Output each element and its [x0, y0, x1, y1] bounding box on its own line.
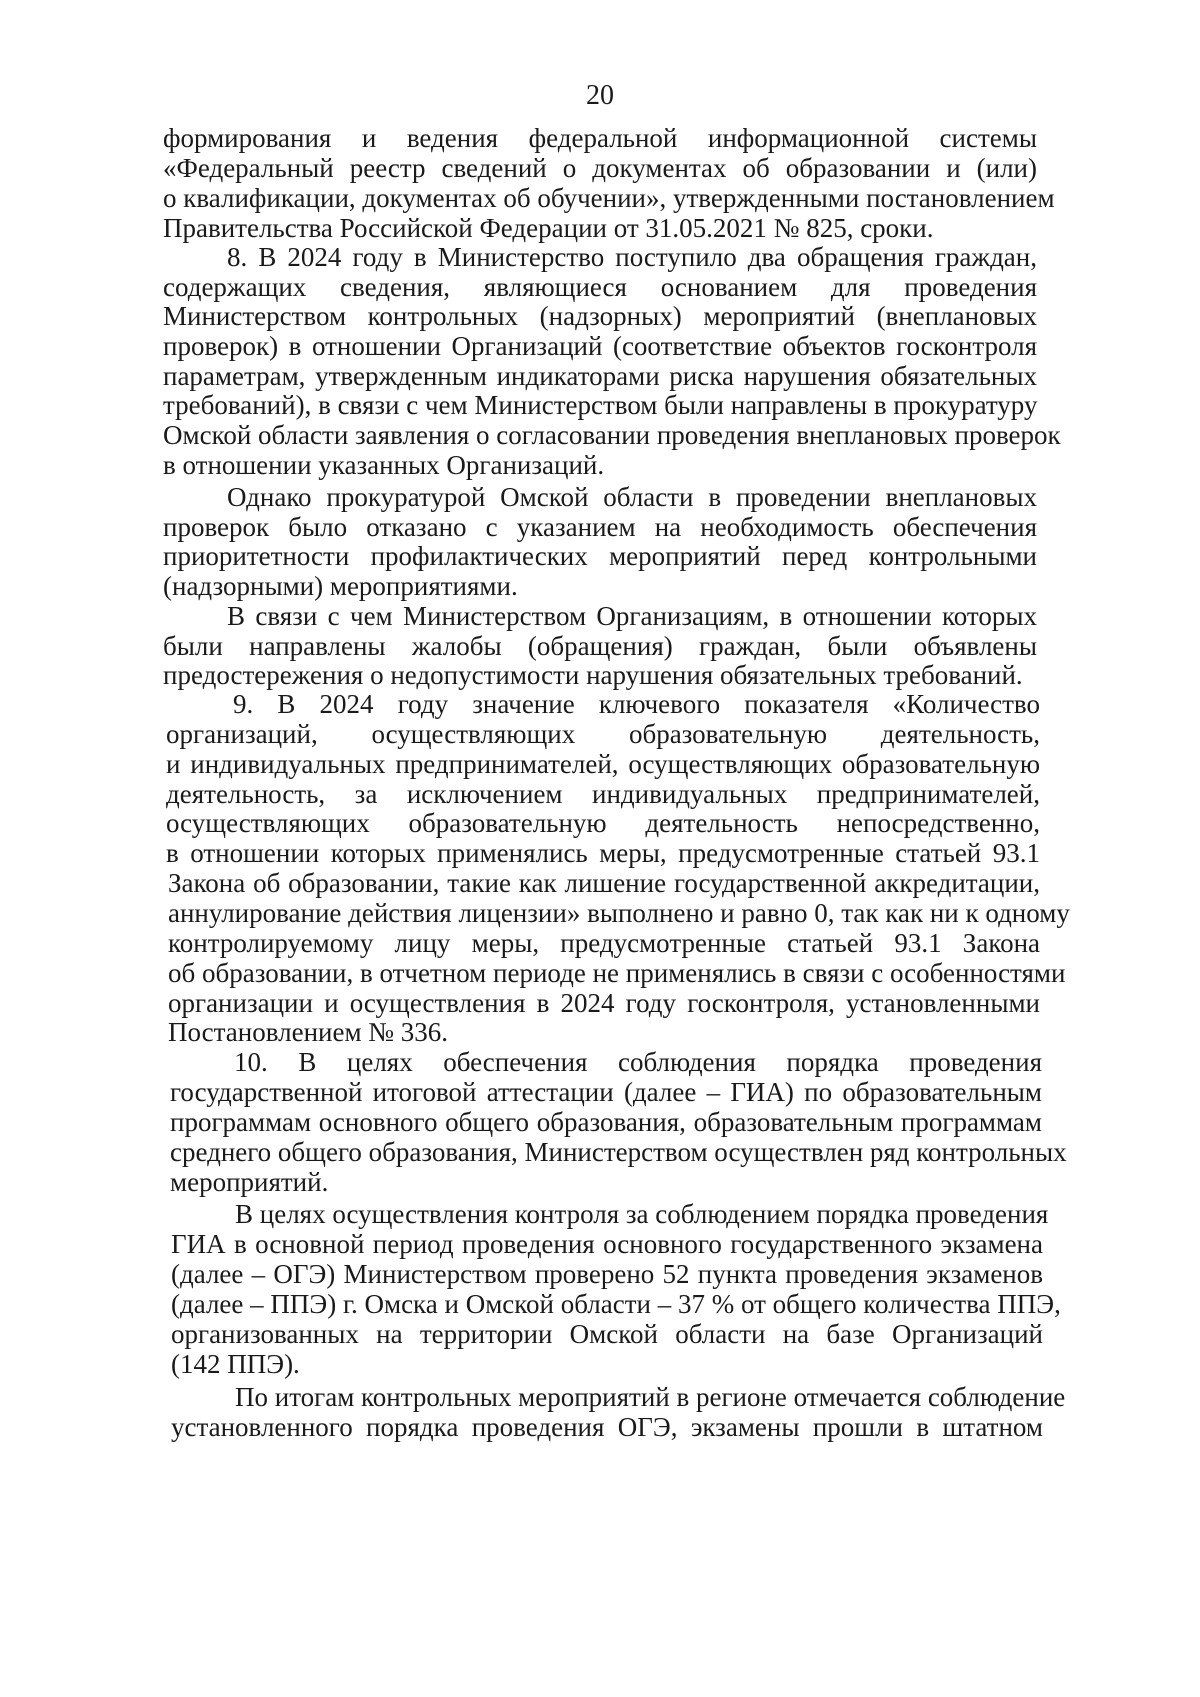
text-line: деятельность, за исключением индивидуальных предпринимателей,	[166, 779, 1040, 809]
text-line: мероприятий.	[170, 1167, 329, 1197]
text-line: Правительства Российской Федерации от 31.05.2021 № 825, сроки.	[163, 213, 934, 243]
text-line: содержащих сведения, являющиеся основанием для проведения	[163, 272, 1037, 302]
text-line: (далее – ППЭ) г. Омска и Омской области – 37 % от общего количества ППЭ,	[171, 1289, 1061, 1319]
text-line: осуществляющих образовательную деятельность непосредственно,	[166, 808, 1040, 838]
text-line: контролируемому лицу меры, предусмотренные статьей 93.1 Закона	[168, 928, 1040, 958]
text-line: проверок) в отношении Организаций (соответствие объектов госконтроля	[163, 331, 1037, 361]
text-line: проверок было отказано с указанием на необходимость обеспечения	[163, 512, 1037, 542]
text-line: о квалификации, документах об обучении», утвержденными постановлением	[163, 183, 1055, 213]
text-line: формирования и ведения федеральной информационной системы	[163, 123, 1037, 153]
page-number: 20	[586, 80, 614, 111]
text-line: об образовании, в отчетном периоде не применялись в связи с особенностями	[168, 958, 1066, 988]
text-line: ГИА в основной период проведения основного государственного экзамена	[171, 1229, 1043, 1259]
text-line: (142 ППЭ).	[171, 1349, 300, 1379]
text-line: аннулирование действия лицензии» выполнено и равно 0, так как ни к одному	[168, 898, 1070, 928]
text-line: организованных на территории Омской области на базе Организаций	[171, 1319, 1043, 1349]
text-line: в отношении указанных Организаций.	[163, 450, 605, 480]
text-line: По итогам контрольных мероприятий в регионе отмечается соблюдение	[235, 1382, 1066, 1412]
text-line: требований), в связи с чем Министерством были направлены в прокуратуру	[163, 390, 1038, 420]
text-line: 10. В целях обеспечения соблюдения порядка проведения	[234, 1047, 1042, 1077]
text-line: и индивидуальных предпринимателей, осуществляющих образовательную	[166, 749, 1040, 779]
text-line: предостережения о недопустимости нарушения обязательных требований.	[163, 660, 1023, 690]
text-line: (надзорными) мероприятиями.	[163, 571, 518, 601]
text-line: государственной итоговой аттестации (далее – ГИА) по образовательным	[170, 1077, 1042, 1107]
text-line: параметрам, утвержденным индикаторами риска нарушения обязательных	[163, 361, 1037, 391]
text-line: программам основного общего образования, образовательным программам	[170, 1107, 1042, 1137]
text-line: (далее – ОГЭ) Министерством проверено 52 пункта проведения экзаменов	[171, 1259, 1043, 1289]
text-line: Закона об образовании, такие как лишение государственной аккредитации,	[168, 868, 1040, 898]
text-line: Министерством контрольных (надзорных) мероприятий (внеплановых	[163, 301, 1037, 331]
text-line: Омской области заявления о согласовании проведения внеплановых проверок	[163, 420, 1061, 450]
text-line: установленного порядка проведения ОГЭ, экзамены прошли в штатном	[171, 1412, 1043, 1442]
text-line: организаций, осуществляющих образовательную деятельность,	[166, 719, 1040, 749]
text-line: В связи с чем Министерством Организациям, в отношении которых	[227, 601, 1037, 631]
text-line: «Федеральный реестр сведений о документах об образовании и (или)	[163, 153, 1037, 183]
text-line: среднего общего образования, Министерством осуществлен ряд контрольных	[170, 1137, 1067, 1167]
text-line: в отношении которых применялись меры, предусмотренные статьей 93.1	[166, 838, 1040, 868]
text-line: 9. В 2024 году значение ключевого показателя «Количество	[233, 689, 1040, 719]
text-line: 8. В 2024 году в Министерство поступило два обращения граждан,	[227, 242, 1037, 272]
text-line: организации и осуществления в 2024 году госконтроля, установленными	[168, 988, 1040, 1018]
text-line: В целях осуществления контроля за соблюдением порядка проведения	[235, 1199, 1049, 1229]
text-line: приоритетности профилактических мероприятий перед контрольными	[163, 541, 1037, 571]
text-line: Однако прокуратурой Омской области в проведении внеплановых	[227, 482, 1037, 512]
text-line: были направлены жалобы (обращения) граждан, были объявлены	[163, 631, 1037, 661]
text-line: Постановлением № 336.	[168, 1017, 449, 1047]
